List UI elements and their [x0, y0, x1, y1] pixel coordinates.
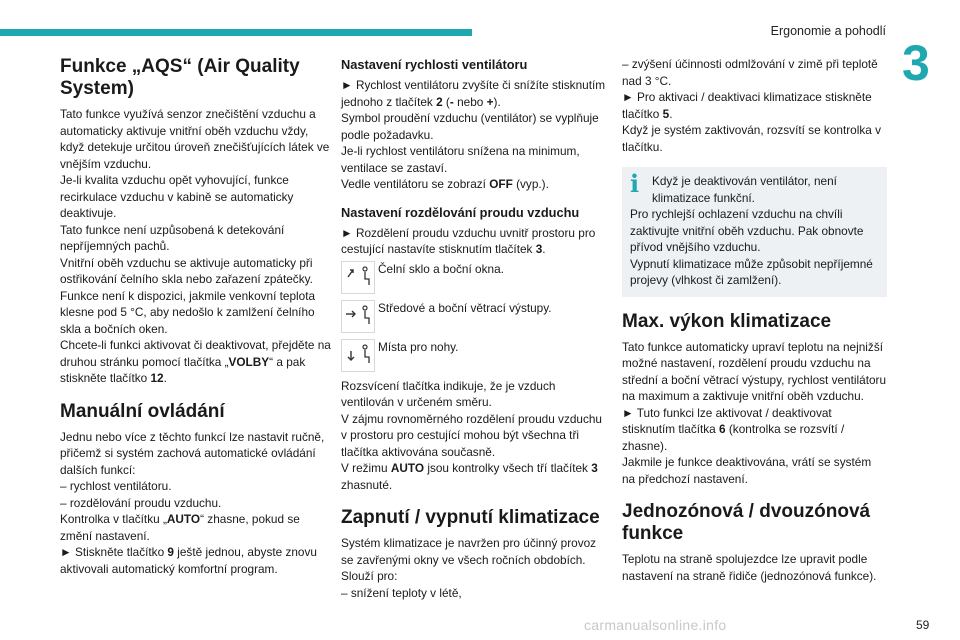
- windscreen-airflow-icon: [341, 261, 375, 294]
- watermark: carmanualsonline.info: [584, 617, 727, 633]
- max-paragraph: Tato funkce automaticky upraví teplotu na nejnižší možné nastavení, rozdělení proudu vzduchu na střední a boční větrací výstupy, rychlost ventilátoru na maximum a zaktivuje vnitřní oběh vzduchu.: [622, 339, 887, 403]
- fan-paragraph: Vedle ventilátoru se zobrazí OFF (vyp.).: [341, 177, 549, 191]
- aqs-paragraph: Je-li kvalita vzduchu opět vyhovující, funkce recirkulace vzduchu v kabině se automaticky deaktivuje.: [60, 173, 294, 220]
- manual-heading: Manuální ovládání: [60, 400, 225, 422]
- aqs-paragraph: Chcete-li funkci aktivovat či deaktivovat, přejděte na druhou stránku pomocí tlačítka „VOLBY“ a pak stiskněte tlačítko 12.: [60, 338, 331, 385]
- zone-heading: Jednozónová / dvouzónová funkce: [622, 501, 871, 544]
- aqs-heading: Funkce „AQS“ (Air Quality System): [60, 56, 300, 99]
- column-3: [622, 56, 887, 584]
- ac-paragraph: Slouží pro:: [341, 569, 398, 583]
- zone-paragraph: Teplotu na straně spolujezdce lze upravit podle nastavení na straně řidiče (jednozónová funkce).: [622, 552, 877, 583]
- column-1: [60, 56, 332, 577]
- face-vents-label: Středové a boční větrací výstupy.: [378, 300, 552, 315]
- ac-on-off-heading: Zapnutí / vypnutí klimatizace: [341, 507, 600, 528]
- aqs-paragraph: Tato funkce není uzpůsobená k detekování nepříjemných pachů.: [60, 222, 285, 253]
- aqs-paragraph: Funkce není k dispozici, jakmile venkovní teplota klesne pod 5 °C, aby nedošlo k zamlžení čelního skla a bočních oken.: [60, 288, 316, 336]
- manual-paragraph: ► Stiskněte tlačítko 9 ještě jednou, abyste znovu aktivovali automatický komfortní program.: [60, 545, 317, 576]
- header-accent-bar: [0, 29, 472, 36]
- footwell-label: Místa pro nohy.: [378, 339, 459, 354]
- aqs-paragraph: Vnitřní oběh vzduchu se aktivuje automaticky při ostřikování čelního skla nebo zařazení zpátečky.: [60, 255, 313, 286]
- max-paragraph: ► Tuto funkci lze aktivovat / deaktivovat stisknutím tlačítka 6 (kontrolka se rozsvítí / zhasne).: [622, 405, 845, 453]
- info-icon: i: [630, 169, 640, 198]
- footwell-row: [341, 339, 606, 372]
- aqs-paragraph: Tato funkce využívá senzor znečištění vzduchu a automaticky aktivuje vnitřní oběh vzduchu vždy, když detekuje určitou úroveň znečišťujících látek ve vnějším vzduchu.: [60, 107, 330, 171]
- footwell-airflow-icon: [341, 339, 375, 372]
- ac-list-item: – snížení teploty v létě,: [341, 585, 462, 600]
- info-text: Vypnutí klimatizace může způsobit nepříjemné projevy (vlhkost či zamlžení).: [630, 256, 873, 287]
- info-box: [622, 167, 887, 297]
- face-vents-row: [341, 300, 606, 333]
- column-2: [341, 56, 606, 601]
- air-distribution-heading: Nastavení rozdělování proudu vzduchu: [341, 204, 580, 220]
- dist-paragraph: ► Rozdělení proudu vzduchu uvnitř prostoru pro cestující nastavíte stisknutím tlačítek 3.: [341, 225, 596, 256]
- info-text: Pro rychlejší ochlazení vzduchu na chvíli zaktivujte vnitřní oběh vzduchu. Pak obnovte přívod vnějšího vzduchu.: [630, 207, 864, 254]
- max-paragraph: Jakmile je funkce deaktivována, vrátí se systém na předchozí nastavení.: [622, 455, 872, 486]
- ac-paragraph: Systém klimatizace je navržen pro účinný provoz se zavřenými okny ve všech ročních obdobích.: [341, 536, 597, 567]
- windscreen-airflow-label: Čelní sklo a boční okna.: [378, 261, 504, 276]
- manual-list-item: – rychlost ventilátoru.: [60, 479, 172, 493]
- info-text: Když je deaktivován ventilátor, není klimatizace funkční.: [652, 174, 837, 205]
- chapter-number: 3: [902, 35, 930, 91]
- manual-paragraph: Kontrolka v tlačítku „AUTO“ zhasne, pokud se změní nastavení.: [60, 512, 300, 543]
- manual-paragraph: Jednu nebo více z těchto funkcí lze nastavit ručně, přičemž si systém zachová automatické ovládání dalších funkcí:: [60, 429, 325, 477]
- ac-paragraph: ► Pro aktivaci / deaktivaci klimatizace stiskněte tlačítko 5.: [622, 90, 872, 121]
- max-ac-heading: Max. výkon klimatizace: [622, 310, 832, 332]
- ac-list-item: – zvýšení účinnosti odmlžování v zimě při teplotě nad 3 °C.: [622, 57, 878, 88]
- fan-paragraph: Je-li rychlost ventilátoru snížena na minimum, ventilace se zastaví.: [341, 144, 580, 175]
- section-title: Ergonomie a pohodlí: [770, 24, 886, 38]
- page-number: 59: [916, 618, 930, 632]
- dist-paragraph: V zájmu rovnoměrného rozdělení proudu vzduchu v prostoru pro cestující mohou být všechna tři tlačítka aktivována současně.: [341, 411, 602, 459]
- manual-list-item: – rozdělování proudu vzduchu.: [60, 495, 222, 510]
- windscreen-airflow-row: [341, 261, 606, 294]
- dist-paragraph: V režimu AUTO jsou kontrolky všech tří tlačítek 3 zhasnuté.: [341, 461, 598, 492]
- fan-speed-heading: Nastavení rychlosti ventilátoru: [341, 57, 528, 72]
- fan-paragraph: ► Rychlost ventilátoru zvyšíte či snížíte stisknutím jednoho z tlačítek 2 (- nebo +).: [341, 78, 606, 109]
- ac-paragraph: Když je systém zaktivován, rozsvítí se kontrolka v tlačítku.: [622, 123, 881, 154]
- dist-paragraph: Rozsvícení tlačítka indikuje, že je vzduch ventilován v určeném směru.: [341, 378, 556, 409]
- face-vents-icon: [341, 300, 375, 333]
- fan-paragraph: Symbol proudění vzduchu (ventilátor) se vyplňuje podle požadavku.: [341, 111, 599, 142]
